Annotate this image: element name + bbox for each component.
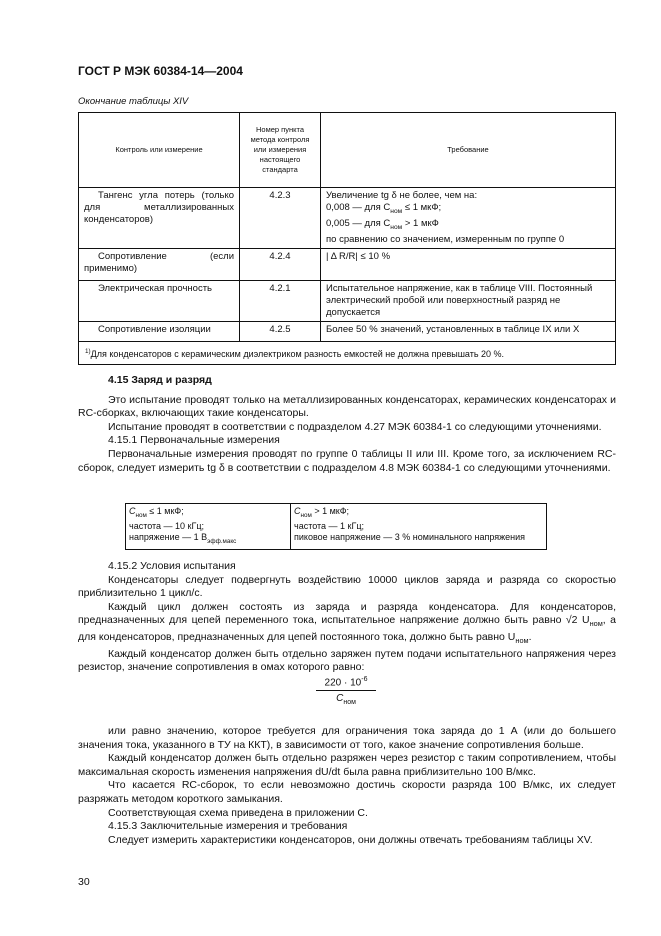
paragraph: Что касается RC-сборок, то если невозможно достичь скорости разряда 100 В/мкс, их следует разряжать методом короткого замыкания. xyxy=(78,779,616,805)
table-row xyxy=(79,321,616,341)
cell-clause: 4.2.5 xyxy=(240,321,321,341)
paragraph: Соответствующая схема приведена в приложении С. xyxy=(108,806,368,819)
cell-test: Электрическая прочность xyxy=(79,280,240,321)
cell-requirement: Более 50 % значений, установленных в таблице IX или X xyxy=(321,321,616,341)
table-row xyxy=(79,188,616,249)
cell-test: Сопротивление (если применимо) xyxy=(79,248,240,280)
section-heading: 4.15 Заряд и разряд xyxy=(108,374,212,386)
subsection-heading: 4.15.1 Первоначальные измерения xyxy=(108,434,280,447)
paragraph: Это испытание проводят только на металлизированных конденсаторах, керамических конденсаторах и RC-сборках, включающих такие конденсаторы. xyxy=(78,393,616,420)
paragraph: или равно значению, которое требуется для ограничения тока заряда до 1 А (или до большего значения тока, указанного в ТУ на ККТ), в зависимости от того, какое значение сопротивления больше. xyxy=(78,725,616,751)
table-row xyxy=(79,248,616,280)
paragraph: Первоначальные измерения проводят по группе 0 таблицы II или III. Кроме того, за исключением RC-сборок, следует измерить tg δ в соответствии с подразделом 4.8 МЭК 60384-1 со следующими уточнениями. xyxy=(78,447,616,474)
paragraph: Каждый цикл должен состоять из заряда и разряда конденсатора. Для конденсаторов, предназначенных для цепей переменного тока, испытательное напряжение должно быть равно √2 $U_{ном}$, а для конденсаторов, предназначенных для цепей постоянного тока, должно быть равно $U_{ном}$. xyxy=(78,600,616,646)
table-caption: Окончание таблицы XIV xyxy=(78,96,189,107)
cell-test: Тангенс угла потерь (только для металлизированных конденсаторов) xyxy=(79,188,240,249)
col-header-requirement: Требование xyxy=(321,113,616,188)
section-4-15-2 xyxy=(78,560,616,675)
paragraph: Каждый конденсатор должен быть отдельно разряжен через резистор с таким сопротивлением, чтобы максимальная скорость изменения напряжения dU/dt была равна приблизительно 100 В/мкс. xyxy=(78,752,616,778)
paragraph: Каждый конденсатор должен быть отдельно заряжен путем подачи испытательного напряжения через резистор, значение сопротивления в омах которого равно: xyxy=(78,647,616,674)
conditions-left: $C_{ном} \le 1$ мкФ; частота — 10 кГц; напряжение — 1 $В_{эфф.макс}$ xyxy=(126,504,291,550)
section-4-15-2-cont xyxy=(78,725,616,847)
table-footnote-row xyxy=(79,341,616,364)
col-header-test: Контроль или измерение xyxy=(79,113,240,188)
table-footnote: $^{1)}$Для конденсаторов с керамическим диэлектриком разность емкостей не должна превышать 20 %. xyxy=(79,341,616,364)
cell-requirement: Увеличение tg δ не более, чем на: 0,008 — для $C_{ном} \le 1$ мкФ; 0,005 — для $C_{ном} > 1$ мкФ по сравнению со значением, измеренным по группе 0 xyxy=(321,188,616,249)
resistance-formula: $220 \cdot 10^{-6}$ $C_{ном}$ xyxy=(316,676,376,706)
conditions-right: $C_{ном} > 1$ мкФ; частота — 1 кГц; пиковое напряжение — 3 % номинального напряжения xyxy=(291,504,547,550)
measurement-conditions-table xyxy=(125,503,547,550)
table-xiv xyxy=(78,112,616,365)
cell-test: Сопротивление изоляции xyxy=(79,321,240,341)
paragraph: Следует измерить характеристики конденсаторов, они должны отвечать требованиям таблицы XV. xyxy=(108,833,593,846)
paragraph: Испытание проводят в соответствии с подразделом 4.27 МЭК 60384-1 со следующими уточнениями. xyxy=(108,420,602,433)
subsection-heading: 4.15.3 Заключительные измерения и требования xyxy=(108,820,348,833)
paragraph: Конденсаторы следует подвергнуть воздействию 10000 циклов заряда и разряда со скоростью приблизительно 1 цикл/с. xyxy=(78,573,616,600)
cell-clause: 4.2.3 xyxy=(240,188,321,249)
table-row xyxy=(79,280,616,321)
cell-clause: 4.2.4 xyxy=(240,248,321,280)
cell-clause: 4.2.1 xyxy=(240,280,321,321)
section-4-15 xyxy=(78,374,616,475)
document-header: ГОСТ Р МЭК 60384-14—2004 xyxy=(78,64,243,78)
cell-requirement: | Δ R/R| ≤ 10 % xyxy=(321,248,616,280)
page-number: 30 xyxy=(78,876,90,888)
col-header-clause: Номер пункта метода контроля или измерения настоящего стандарта xyxy=(240,113,321,188)
table-header-row xyxy=(79,113,616,188)
subsection-heading: 4.15.2 Условия испытания xyxy=(108,560,236,572)
cell-requirement: Испытательное напряжение, как в таблице VIII. Постоянный электрический пробой или поверхностный разряд не допускается xyxy=(321,280,616,321)
